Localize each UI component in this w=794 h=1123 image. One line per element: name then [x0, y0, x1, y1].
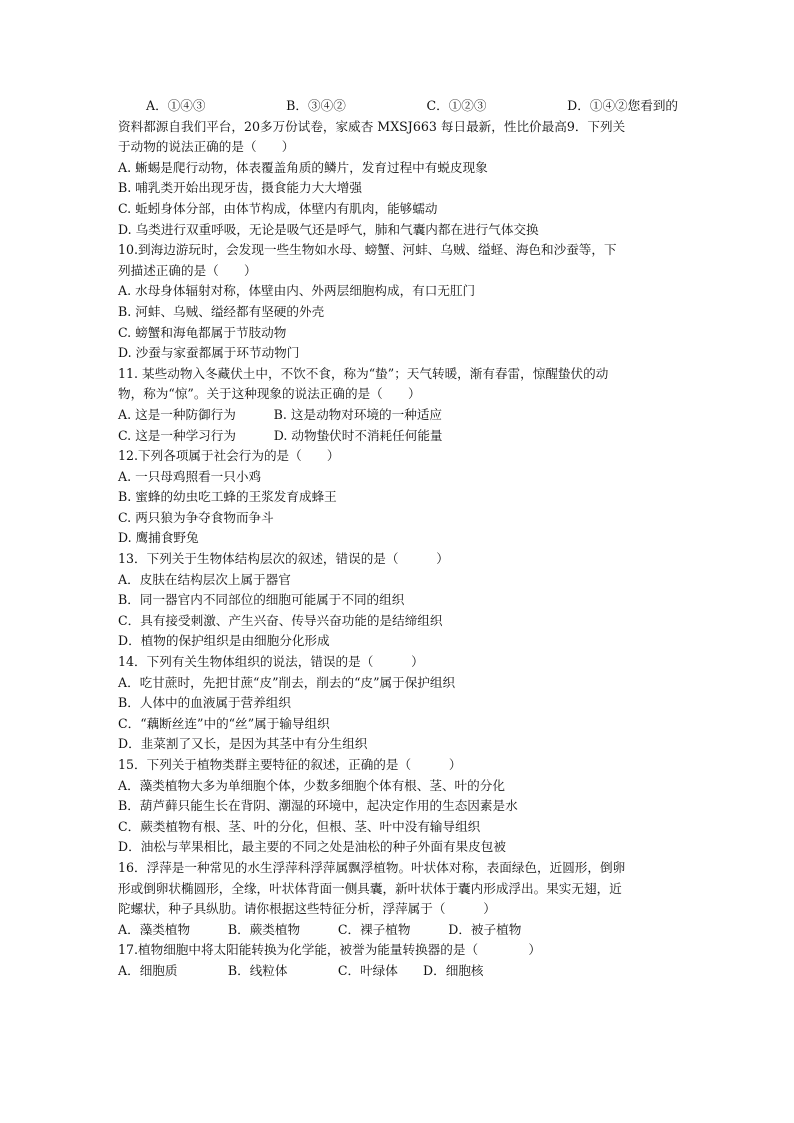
q8-option-b: B．③④②	[286, 98, 346, 113]
text-line: C．“藕断丝连”中的“丝”属于输导组织	[118, 715, 330, 731]
text-line: C. 螃蟹和海龟都属于节肢动物	[118, 324, 287, 340]
text-line: 13．下列关于生物体结构层次的叙述，错误的是（ ）	[118, 551, 449, 567]
text-line: 于动物的说法正确的是（ ）	[118, 139, 295, 155]
text-line: 11. 某些动物入冬藏伏土中，不饮不食，称为“蛰”；天气转暖，渐有春雷，惊醒蛰伏的动	[118, 365, 609, 381]
text-line: 14．下列有关生物体组织的说法，错误的是（ ）	[118, 654, 424, 670]
text-line: D. 乌类进行双重呼吸，无论是吸气还是呼气，肺和气囊内都在进行气体交换	[118, 221, 539, 237]
text-line: D．植物的保护组织是由细胞分化形成	[118, 633, 330, 649]
text-line: B. 蜜蜂的幼虫吃工蜂的王浆发育成蜂王	[118, 489, 337, 505]
text-line: C. 这是一种学习行为 D. 动物蛰伏时不消耗任何能量	[118, 427, 443, 443]
text-line: A. 这是一种防御行为 B. 这是动物对环境的一种适应	[118, 406, 443, 422]
text-line: A．皮肤在结构层次上属于器官	[118, 571, 291, 587]
text-line: A．藻类植物 B．蕨类植物 C．裸子植物 D．被子植物	[118, 921, 522, 937]
q8-option-d: D．①④②	[567, 98, 628, 113]
text-line: A．细胞质 B．线粒体 C．叶绿体 D．细胞核	[118, 962, 484, 978]
text-line: 资料都源自我们平台，20多万份试卷，家威杏 MXSJ663 每日最新，性比价最高9．下列关	[118, 118, 626, 134]
text-line: A．藻类植物大多为单细胞个体，少数多细胞个体有根、茎、叶的分化	[118, 777, 505, 793]
exam-page	[118, 96, 678, 982]
text-line: 15．下列关于植物类群主要特征的叙述，正确的是（ ）	[118, 757, 462, 772]
text-line: A. 一只母鸡照看一只小鸡	[118, 468, 262, 484]
ad-text-start: 您看到的	[627, 98, 679, 113]
q8-options	[118, 96, 678, 117]
text-line: 10.到海边游玩时，会发现一些生物如水母、螃蟹、河蚌、乌贼、缢蛏、海色和沙蚕等，下	[118, 242, 617, 258]
text-line: C．蕨类植物有根、茎、叶的分化，但根、茎、叶中没有输导组织	[118, 818, 481, 834]
text-line: C. 两只狼为争夺食物而争斗	[118, 509, 274, 525]
text-line: D．韭菜割了又长，是因为其茎中有分生组织	[118, 736, 368, 752]
text-line: D. 沙蚕与家蚕都属于环节动物门	[118, 345, 300, 361]
text-line: B．同一器官内不同部位的细胞可能属于不同的组织	[118, 592, 405, 608]
text-line: D. 鹰捕食野兔	[118, 530, 199, 546]
text-line: A. 水母身体辐射对称，体壁由内、外两层细胞构成，有口无肛门	[118, 283, 476, 299]
text-line: B. 哺乳类开始出现牙齿，摄食能力大大增强	[118, 180, 362, 196]
text-line: 16．浮萍是一种常见的水生浮萍科浮萍属飘浮植物。叶状体对称，表面绿色，近圆形，倒卵	[118, 859, 626, 875]
text-line: 形或倒卵状椭圆形，全缘，叶状体背面一侧具囊，新叶状体于囊内形成浮出。果实无翅，近	[118, 880, 622, 896]
text-line: C. 蚯蚓身体分部，由体节构成，体壁内有肌肉，能够蠕动	[118, 200, 438, 216]
text-line: B. 河蚌、乌贼、缢经都有坚硬的外壳	[118, 303, 325, 319]
text-line: B．葫芦藓只能生长在背阴、潮湿的环境中，起决定作用的生态因素是水	[118, 798, 518, 814]
question-lines	[118, 117, 678, 982]
text-line: A. 蜥蜴是爬行动物，体表覆盖角质的鳞片，发育过程中有蜕皮现象	[118, 159, 488, 175]
q8-option-a: A．①④③	[146, 98, 206, 113]
text-line: 17.植物细胞中将太阳能转换为化学能，被誉为能量转换器的是（ ）	[118, 942, 542, 958]
text-line: C．具有接受刺激、产生兴奋、传导兴奋功能的是结缔组织	[118, 612, 443, 628]
text-line: A．吃甘蔗时，先把甘蔗“皮”削去，削去的“皮”属于保护组织	[118, 674, 456, 690]
text-line: D．油松与苹果相比，最主要的不同之处是油松的种子外面有果皮包被	[118, 839, 506, 855]
q8-option-c: C．①②③	[426, 98, 487, 113]
text-line: B．人体中的血液属于营养组织	[118, 695, 291, 711]
text-line: 陀螺状，种子具纵肋。请你根据这些特征分析，浮萍属于（ ）	[118, 901, 496, 917]
text-line: 列描述正确的是（ ）	[118, 262, 257, 278]
text-line: 物，称为“惊”。关于这种现象的说法正确的是（ ）	[118, 386, 421, 402]
text-line: 12.下列各项属于社会行为的是（ ）	[118, 448, 340, 464]
